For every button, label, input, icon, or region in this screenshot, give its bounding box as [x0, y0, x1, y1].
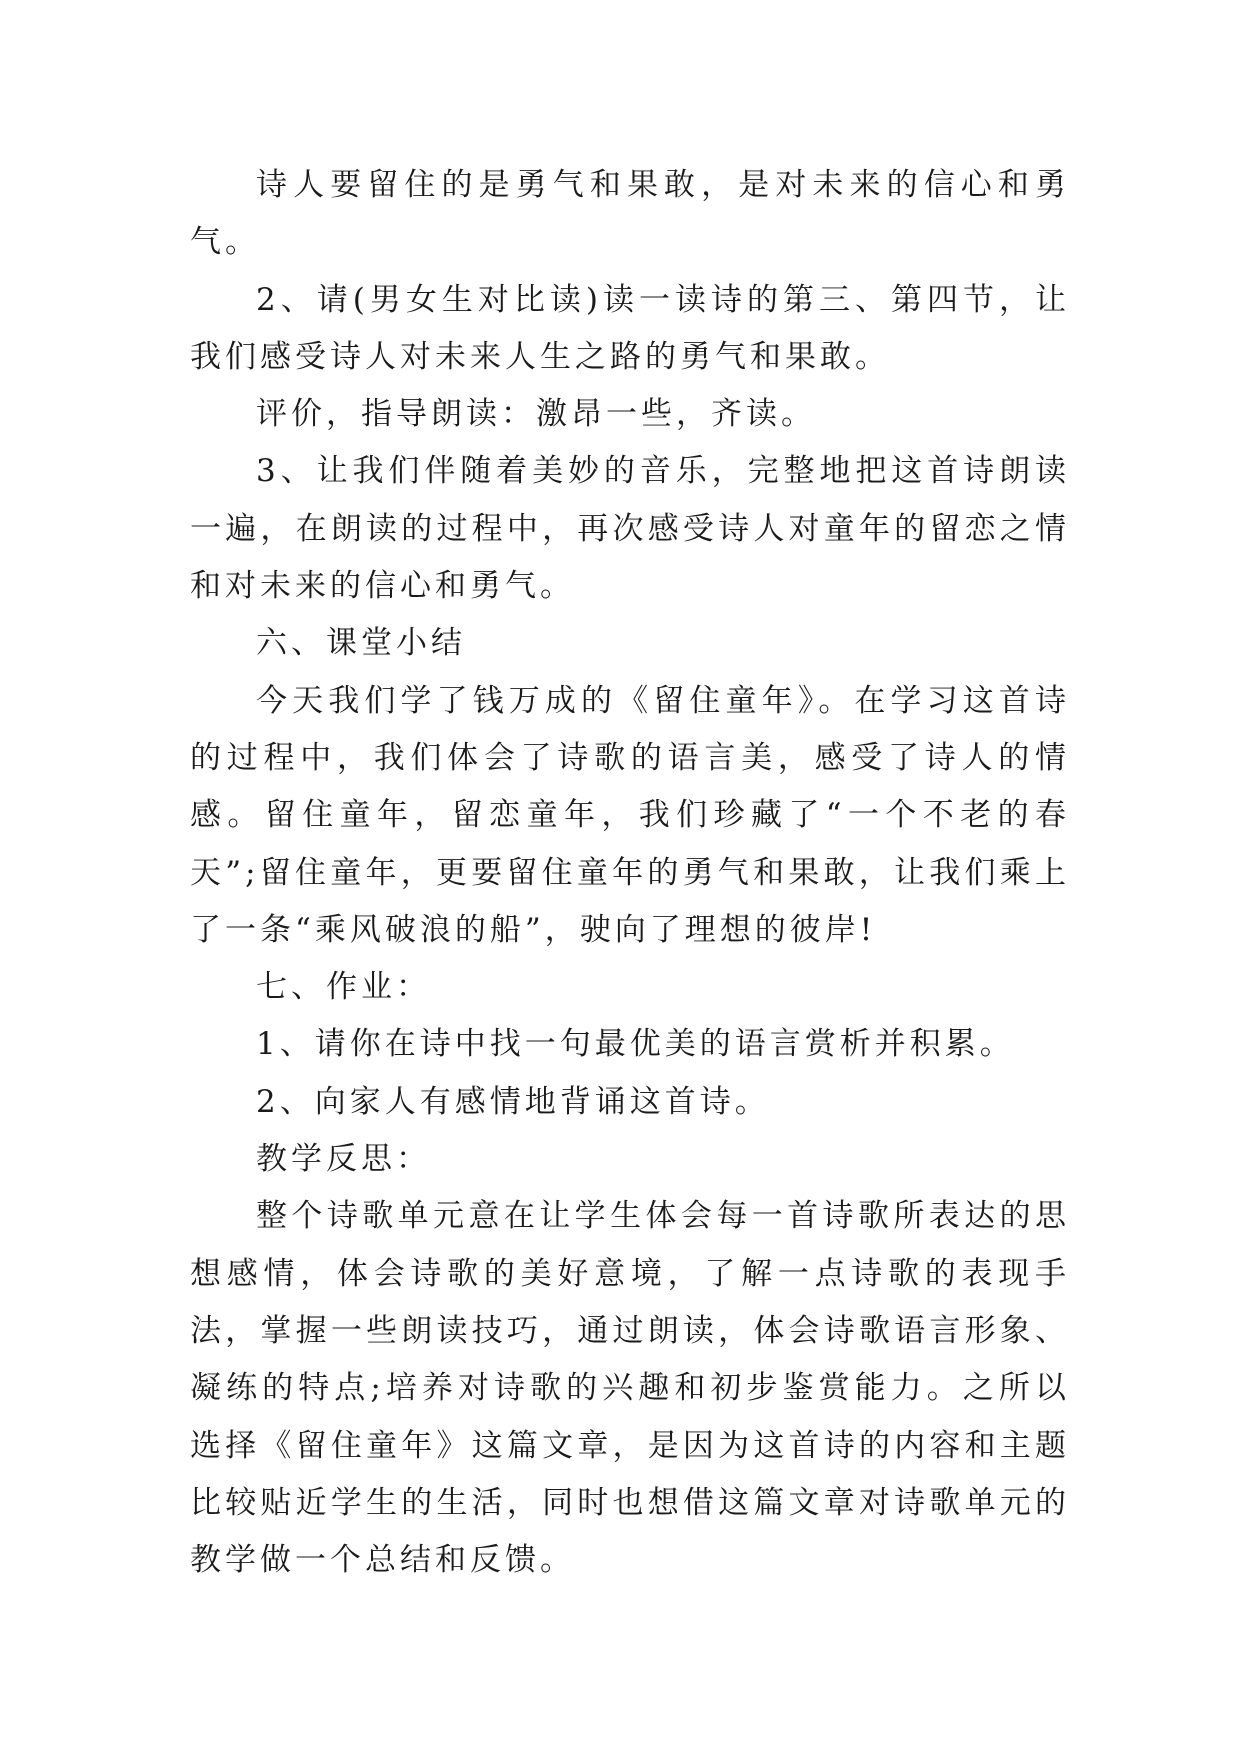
paragraph-4: 3、让我们伴随着美妙的音乐，完整地把这首诗朗读一遍，在朗读的过程中，再次感受诗人对童年的留恋之情和对未来的信心和勇气。: [190, 453, 1070, 605]
section-heading-reflection: 教学反思：: [256, 1141, 431, 1178]
homework-item-2: 2、向家人有感情地背诵这首诗。: [256, 1083, 770, 1120]
paragraph-2: 2、请(男女生对比读)读一读诗的第三、第四节，让我们感受诗人对未来人生之路的勇气和果敢。: [190, 281, 1070, 375]
paragraph-reflection: 整个诗歌单元意在让学生体会每一首诗歌所表达的思想感情，体会诗歌的美好意境，了解一点诗歌的表现手法，掌握一些朗读技巧，通过朗读，体会诗歌语言形象、凝练的特点;培养对诗歌的兴趣和初步鉴赏能力。之所以选择《留住童年》这篇文章，是因为这首诗的内容和主题比较贴近学生的生活，同时也想借这篇文章对诗歌单元的教学做一个总结和反馈。: [190, 1198, 1070, 1579]
homework-item-1: 1、请你在诗中找一句最优美的语言赏析并积累。: [256, 1026, 1015, 1063]
paragraph-1: 诗人要留住的是勇气和果敢，是对未来的信心和勇气。: [190, 167, 1070, 261]
document-body: [190, 157, 1070, 1589]
paragraph-3: 评价，指导朗读：激昂一些，齐读。: [256, 396, 816, 433]
section-heading-summary: 六、课堂小结: [256, 625, 466, 662]
paragraph-summary: 今天我们学了钱万成的《留住童年》。在学习这首诗的过程中，我们体会了诗歌的语言美，感受了诗人的情感。留住童年，留恋童年，我们珍藏了“一个不老的春天”;留住童年，更要留住童年的勇气和果敢，让我们乘上了一条“乘风破浪的船”，驶向了理想的彼岸!: [190, 682, 1070, 948]
section-heading-homework: 七、作业：: [256, 969, 431, 1006]
